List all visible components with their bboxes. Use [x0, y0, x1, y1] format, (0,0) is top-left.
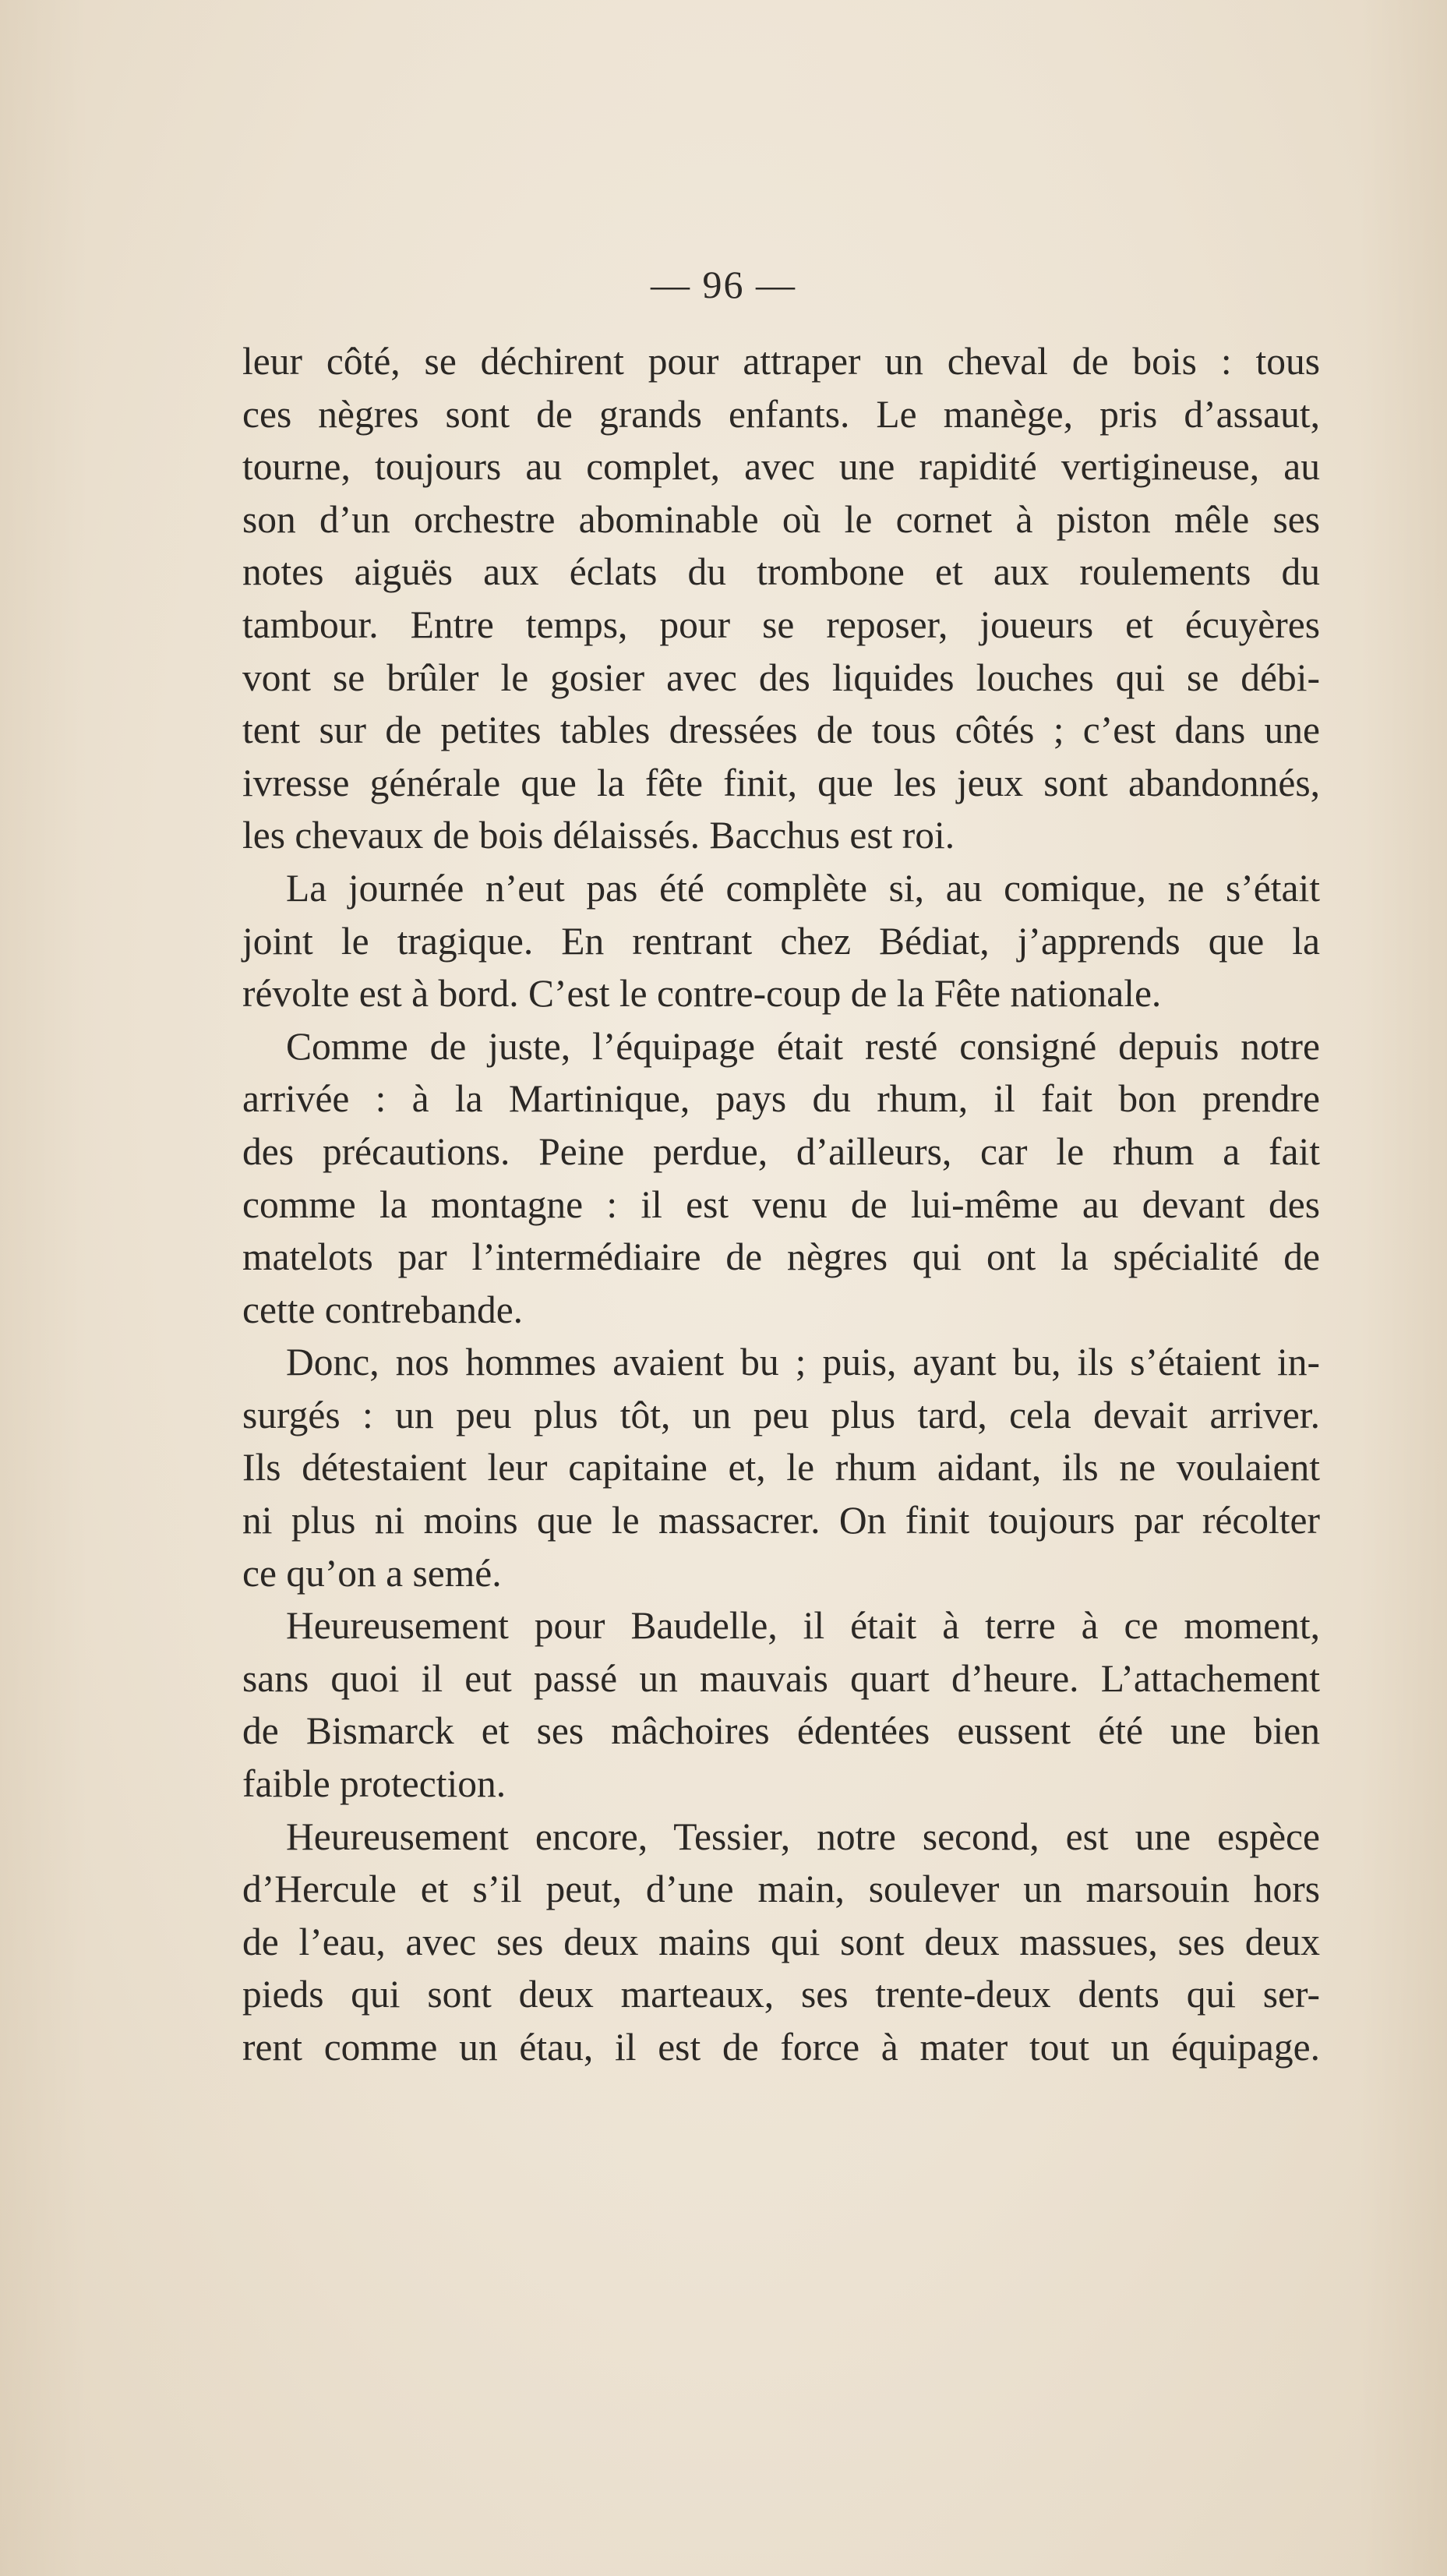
text-line: rent comme un étau, il est de force à mater tout un équipage. [242, 2026, 1320, 2069]
paragraph [242, 335, 1320, 862]
text-line: de Bismarck et ses mâchoires édentées eussent été une bien [242, 1709, 1320, 1753]
page-number: — 96 — [651, 263, 796, 306]
text-line: notes aiguës aux éclats du trombone et aux roulements du [242, 550, 1320, 594]
text-line: les chevaux de bois délaissés. Bacchus est roi. [242, 814, 955, 857]
text-line: de l’eau, avec ses deux mains qui sont deux massues, ses deux [242, 1920, 1320, 1963]
text-line: des précautions. Peine perdue, d’ailleurs, car le rhum a fait [242, 1129, 1320, 1173]
paragraph [242, 1020, 1320, 1337]
paragraph [242, 1811, 1320, 2074]
text-line: d’Hercule et s’il peut, d’une main, soulever un marsouin hors [242, 1868, 1320, 1911]
text-line: leur côté, se déchirent pour attraper un cheval de bois : tous [242, 340, 1320, 383]
text-line: ce qu’on a semé. [242, 1551, 502, 1595]
text-line: ni plus ni moins que le massacrer. On finit toujours par récolter [242, 1499, 1320, 1542]
paragraph [242, 862, 1320, 1020]
paragraph [242, 1599, 1320, 1810]
text-line: vont se brûler le gosier avec des liquides louches qui se débi- [242, 655, 1320, 699]
text-line: Comme de juste, l’équipage était resté consigné depuis notre [286, 1024, 1320, 1068]
text-line: Ils détestaient leur capitaine et, le rhum aidant, ils ne voulaient [242, 1446, 1320, 1489]
text-line: Heureusement pour Baudelle, il était à terre à ce moment, [286, 1604, 1320, 1648]
text-line: révolte est à bord. C’est le contre-coup de la Fête nationale. [242, 972, 1162, 1016]
text-line: La journée n’eut pas été complète si, au comique, ne s’était [286, 866, 1320, 910]
paragraph [242, 1336, 1320, 1599]
text-line: joint le tragique. En rentrant chez Bédiat, j’apprends que la [242, 919, 1320, 963]
text-line: tourne, toujours au complet, avec une rapidité vertigineuse, au [242, 445, 1320, 489]
text-line: tent sur de petites tables dressées de tous côtés ; c’est dans une [242, 708, 1320, 752]
text-line: surgés : un peu plus tôt, un peu plus tard, cela devait arriver. [242, 1393, 1320, 1436]
text-line: Donc, nos hommes avaient bu ; puis, ayant bu, ils s’étaient in- [286, 1341, 1320, 1384]
body-text [242, 335, 1320, 2074]
text-line: matelots par l’intermédiaire de nègres qui ont la spécialité de [242, 1235, 1320, 1279]
text-line: arrivée : à la Martinique, pays du rhum, il fait bon prendre [242, 1077, 1320, 1121]
text-line: comme la montagne : il est venu de lui-même au devant des [242, 1182, 1320, 1226]
text-line: ivresse générale que la fête finit, que les jeux sont abandonnés, [242, 761, 1320, 804]
text-line: faible protection. [242, 1762, 506, 1806]
text-line: sans quoi il eut passé un mauvais quart d’heure. L’attachement [242, 1656, 1320, 1700]
text-line: cette contrebande. [242, 1288, 524, 1331]
text-line: ces nègres sont de grands enfants. Le manège, pris d’assaut, [242, 392, 1320, 436]
text-line: son d’un orchestre abominable où le cornet à piston mêle ses [242, 497, 1320, 541]
text-line: Heureusement encore, Tessier, notre second, est une espèce [286, 1815, 1320, 1858]
text-line: pieds qui sont deux marteaux, ses trente-deux dents qui ser- [242, 1973, 1320, 2016]
text-line: tambour. Entre temps, pour se reposer, joueurs et écuyères [242, 602, 1320, 646]
